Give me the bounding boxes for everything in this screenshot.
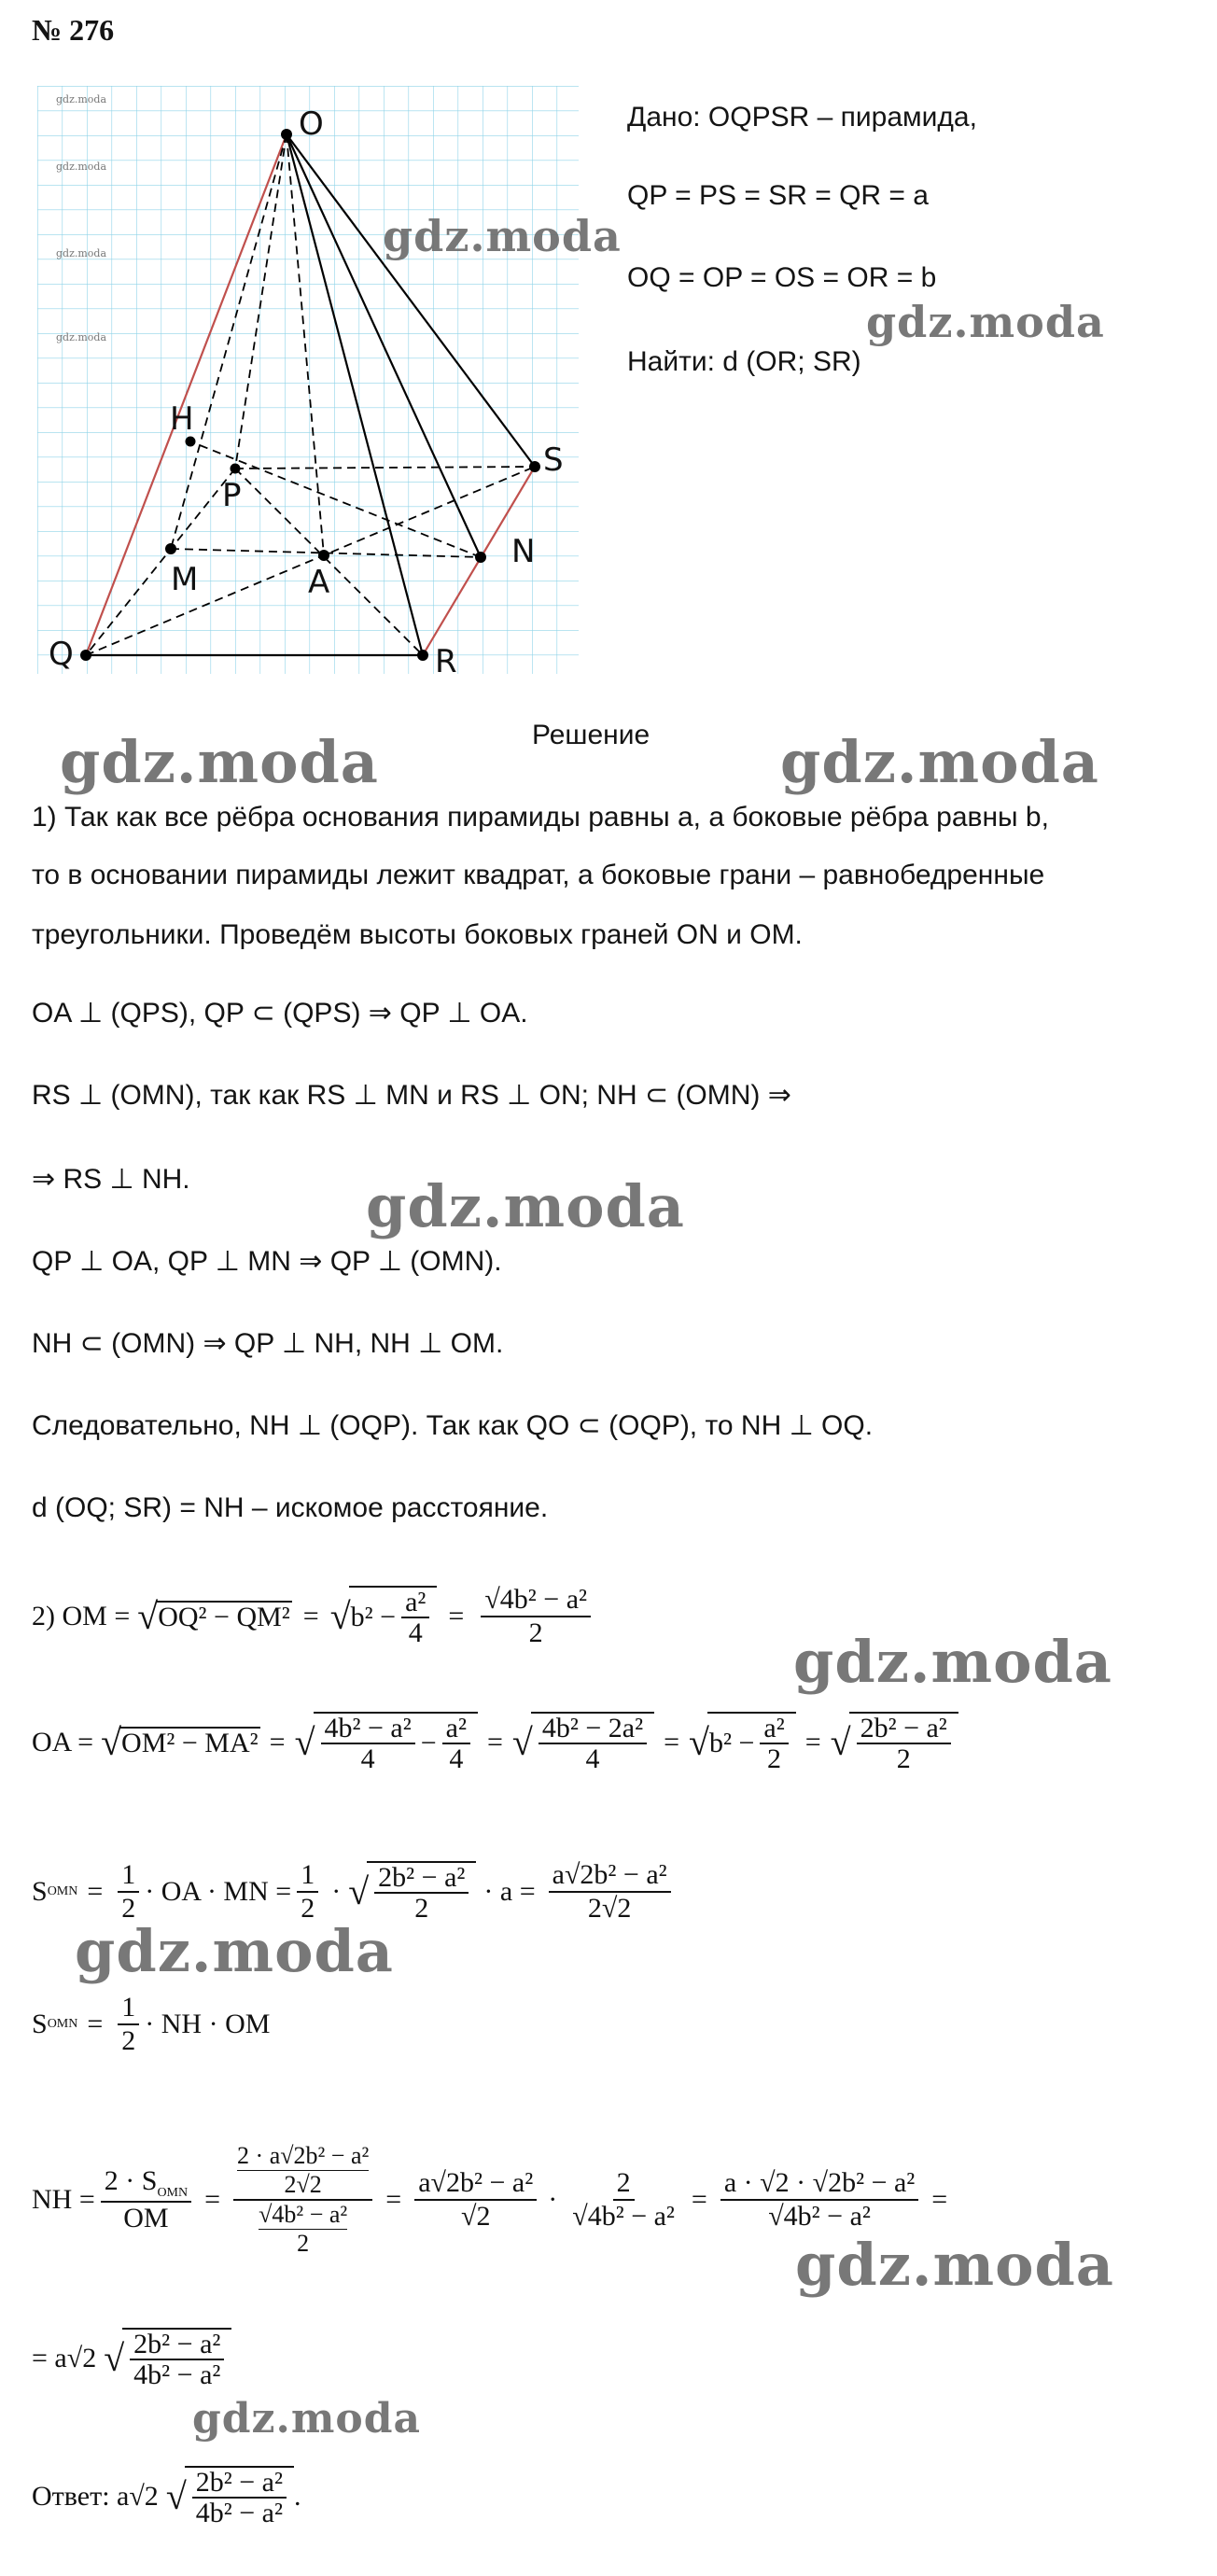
oa-radical-3 xyxy=(531,1712,654,1774)
label-O: O xyxy=(299,105,324,143)
given-line-2: QP = PS = SR = QR = a xyxy=(627,180,929,211)
om-4: 4 xyxy=(408,1617,423,1648)
oa-n2: a² xyxy=(442,1714,470,1745)
s-mid: · OA · MN = xyxy=(145,1876,292,1907)
nh-big-d2: 2 xyxy=(297,2230,310,2257)
nh-f4n: a · √2 · √2b² − a² xyxy=(720,2167,918,2201)
s2-label: S xyxy=(32,2009,48,2039)
om-num: √4b² − a² xyxy=(481,1584,591,1617)
watermark: gdz.moda xyxy=(866,297,1105,347)
nh-f3n: 2 xyxy=(613,2167,635,2201)
answer xyxy=(32,2455,301,2539)
watermark: gdz.moda xyxy=(780,728,1099,796)
watermark: gdz.moda xyxy=(192,2395,422,2443)
s-sub: OMN xyxy=(47,1884,78,1898)
point-P xyxy=(231,464,241,474)
sqrt-icon: √ xyxy=(329,1595,351,1637)
formula-nh xyxy=(32,2111,947,2289)
om-radical-2 xyxy=(349,1586,438,1648)
om-b: b² − xyxy=(350,1602,397,1633)
s-half-d: 2 xyxy=(121,1893,136,1924)
answer-dot: . xyxy=(294,2481,301,2512)
formula-oa xyxy=(32,1701,958,1785)
text-line-3: треугольники. Проведём высоты боковых граней ON и OM. xyxy=(32,919,803,950)
res-radical xyxy=(122,2328,231,2390)
text-line-9: Следовательно, NH ⊥ (OQP). Так как QO ⊂ (OQP), то NH ⊥ OQ. xyxy=(32,1410,874,1441)
formula-s-omn-1 xyxy=(32,1850,677,1934)
nh-eq-4: = xyxy=(931,2184,948,2215)
label-N: N xyxy=(511,533,536,570)
grid-watermark-3: gdz.moda xyxy=(56,247,107,259)
point-H xyxy=(186,437,196,447)
sqrt-icon: √ xyxy=(830,1721,851,1763)
nh-big-n2: 2√2 xyxy=(284,2171,322,2198)
text-line-1: 1) Так как все рёбра основания пирамиды равны a, а боковые рёбра равны b, xyxy=(32,802,1049,833)
nh-f4d: √4b² − a² xyxy=(768,2201,871,2232)
answer-radical xyxy=(185,2466,294,2528)
formula-s-omn-2 xyxy=(32,1982,270,2066)
nh-eq-3: = xyxy=(691,2184,707,2215)
oa-eq-2: = xyxy=(486,1727,503,1757)
nh-sub: OMN xyxy=(157,2186,189,2200)
oa-n4: a² xyxy=(760,1714,788,1745)
label-M: M xyxy=(171,561,199,598)
om-a2: a² xyxy=(401,1588,429,1619)
answer-n: 2b² − a² xyxy=(192,2468,287,2499)
s-fn: a√2b² − a² xyxy=(549,1859,671,1893)
label-A: A xyxy=(308,564,330,601)
s2-eq: = xyxy=(87,2009,104,2039)
point-Q xyxy=(80,650,91,661)
nh-eq-2: = xyxy=(385,2184,402,2215)
s2-half-n: 1 xyxy=(118,1992,139,2025)
sqrt-icon: √ xyxy=(689,1721,709,1763)
watermark: gdz.moda xyxy=(793,1628,1112,1696)
nh-big-n: 2 · a√2b² − a² xyxy=(237,2142,370,2169)
given-line-4: Найти: d (OR; SR) xyxy=(627,346,861,377)
text-line-5: RS ⊥ (OMN), так как RS ⊥ MN и RS ⊥ ON; NH ⊂ (OMN) ⇒ xyxy=(32,1080,791,1111)
point-N xyxy=(475,552,486,563)
given-line-3: OQ = OP = OS = OR = b xyxy=(627,262,937,293)
oa-radical-4 xyxy=(707,1712,796,1774)
sqrt-icon: √ xyxy=(348,1870,370,1912)
nh-n: 2 · S xyxy=(104,2165,158,2196)
point-O xyxy=(281,129,292,140)
watermark: gdz.moda xyxy=(366,1172,685,1240)
text-line-8: NH ⊂ (OMN) ⇒ QP ⊥ NH, NH ⊥ OM. xyxy=(32,1328,504,1359)
om-label: 2) OM = xyxy=(32,1601,131,1631)
oa-n5: 2b² − a² xyxy=(857,1714,951,1745)
text-line-6: ⇒ RS ⊥ NH. xyxy=(32,1164,190,1195)
oa-d5: 2 xyxy=(896,1743,911,1774)
oa-minus: − xyxy=(420,1728,437,1759)
nh-d: OM xyxy=(123,2203,169,2233)
label-P: P xyxy=(222,477,242,514)
formula-om xyxy=(32,1579,596,1654)
watermark: gdz.moda xyxy=(60,728,379,796)
s-rn: 2b² − a² xyxy=(374,1863,469,1895)
pyramid-figure xyxy=(37,86,579,683)
oa-n3: 4b² − 2a² xyxy=(539,1714,647,1745)
oa-eq: = xyxy=(269,1727,286,1757)
oa-d3: 4 xyxy=(585,1743,600,1774)
om-radicand: OQ² − QM² xyxy=(158,1602,290,1633)
oa-radical-5 xyxy=(849,1712,958,1774)
sqrt-icon: √ xyxy=(294,1721,315,1763)
point-S xyxy=(529,461,540,472)
sqrt-icon: √ xyxy=(137,1595,159,1637)
answer-d: 4b² − a² xyxy=(195,2498,283,2528)
s-half-n: 1 xyxy=(118,1859,139,1893)
s-label: S xyxy=(32,1876,48,1907)
nh-big-frac xyxy=(233,2142,372,2258)
watermark: gdz.moda xyxy=(383,211,622,261)
text-line-7: QP ⊥ OA, QP ⊥ MN ⇒ QP ⊥ (OMN). xyxy=(32,1246,502,1277)
point-M xyxy=(165,543,176,554)
s-radical xyxy=(367,1861,476,1924)
nh-f2n: a√2b² − a² xyxy=(414,2167,537,2201)
om-den: 2 xyxy=(528,1617,543,1648)
s2-tail: · NH · OM xyxy=(145,2009,271,2039)
label-R: R xyxy=(435,643,457,680)
watermark: gdz.moda xyxy=(795,2231,1114,2299)
oa-radical-2 xyxy=(314,1712,478,1774)
s-n2: 1 xyxy=(297,1859,318,1893)
oa-radicand: OM² − MA² xyxy=(121,1728,259,1759)
res-pre: = a√2 xyxy=(32,2343,97,2373)
text-line-2: то в основании пирамиды лежит квадрат, а боковые грани – равнобедренные xyxy=(32,860,1045,890)
grid-watermark-2: gdz.moda xyxy=(56,161,107,173)
point-R xyxy=(417,650,428,661)
sqrt-icon: √ xyxy=(101,1721,122,1763)
sqrt-icon: √ xyxy=(104,2337,125,2379)
oa-d4: 2 xyxy=(767,1743,782,1774)
s2-sub: OMN xyxy=(47,2017,78,2031)
label-S: S xyxy=(543,441,564,479)
oa-d2: 4 xyxy=(449,1743,464,1774)
point-A xyxy=(318,550,329,561)
given-line-1: Дано: OQPSR – пирамида, xyxy=(627,102,977,133)
om-eq: = xyxy=(302,1601,319,1631)
formula-result xyxy=(32,2317,231,2401)
nh-f2d: √2 xyxy=(460,2201,491,2232)
answer-pre: Ответ: a√2 xyxy=(32,2481,159,2512)
nh-eq: = xyxy=(204,2184,221,2215)
s-d2: 2 xyxy=(301,1893,315,1924)
res-d: 4b² − a² xyxy=(133,2359,221,2390)
oa-label: OA = xyxy=(32,1727,94,1757)
oa-d1: 4 xyxy=(360,1743,375,1774)
solution-heading: Решение xyxy=(532,720,650,750)
oa-eq-3: = xyxy=(664,1727,680,1757)
text-line-4: OA ⊥ (QPS), QP ⊂ (QPS) ⇒ QP ⊥ OA. xyxy=(32,998,528,1029)
nh-label: NH = xyxy=(32,2184,95,2215)
label-H: H xyxy=(170,400,194,438)
s2-half-d: 2 xyxy=(121,2025,136,2056)
nh-big-d: √4b² − a² xyxy=(259,2201,348,2228)
nh-f3d: √4b² − a² xyxy=(572,2201,675,2232)
s-a: · a = xyxy=(483,1876,536,1907)
oa-n1: 4b² − a² xyxy=(321,1714,415,1745)
watermark: gdz.moda xyxy=(75,1917,394,1985)
oa-b: b² − xyxy=(708,1728,755,1759)
s-fd: 2√2 xyxy=(587,1893,632,1924)
om-eq-2: = xyxy=(448,1601,465,1631)
label-Q: Q xyxy=(49,636,74,673)
sqrt-icon: √ xyxy=(165,2475,187,2517)
problem-number: № 276 xyxy=(32,13,115,47)
oa-eq-4: = xyxy=(804,1727,821,1757)
res-n: 2b² − a² xyxy=(130,2330,224,2361)
grid-watermark-1: gdz.moda xyxy=(56,93,107,105)
s-dot: · xyxy=(331,1876,342,1907)
s-rd: 2 xyxy=(414,1893,429,1924)
s-eq: = xyxy=(87,1876,104,1907)
nh-dot: · xyxy=(548,2184,558,2215)
sqrt-icon: √ xyxy=(511,1721,533,1763)
grid-watermark-4: gdz.moda xyxy=(56,331,107,343)
text-line-10: d (OQ; SR) = NH – искомое расстояние. xyxy=(32,1492,549,1523)
